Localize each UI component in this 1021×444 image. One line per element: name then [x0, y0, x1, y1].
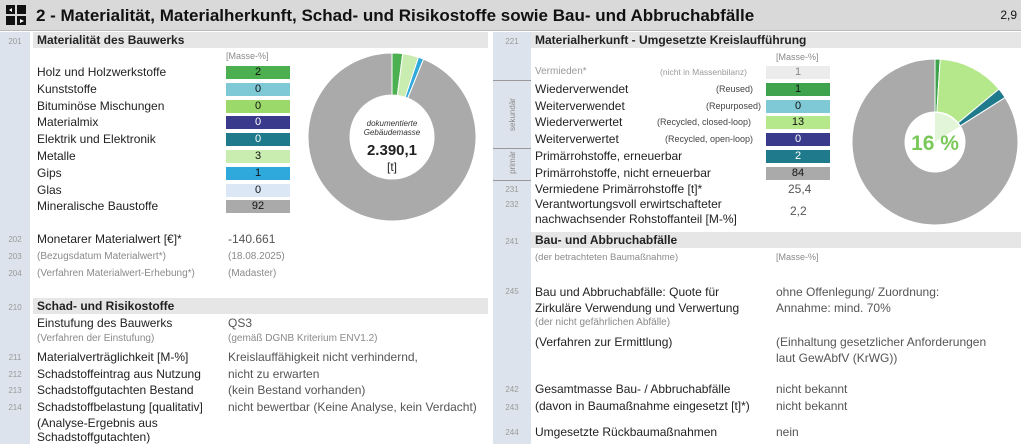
origin-value-badge: 2	[766, 150, 830, 163]
quota-label-line2: Zirkuläre Verwendung und Verwertung	[535, 301, 740, 315]
material-value-badge: 3	[226, 150, 290, 163]
dgnb-logo-icon	[5, 4, 27, 26]
origin-label: Weiterverwertet	[535, 132, 619, 147]
hazard-row-value: nicht zu erwarten	[228, 366, 320, 381]
header-score: 2,9	[1000, 8, 1017, 22]
material-label: Holz und Holzwerkstoffe	[37, 65, 167, 79]
section-header-hazard: Schad- und Risikostoffe	[33, 298, 488, 314]
material-value-badge: 92	[226, 200, 290, 213]
donut-caption-2: Gebäudemasse	[363, 128, 421, 137]
origin-label: Primärrohstoffe, erneuerbar	[535, 148, 683, 163]
waste-used-value: nicht bekannt	[776, 399, 848, 413]
monetary-value: -140.661	[228, 232, 276, 246]
waste-used-label: (davon in Baumaßnahme eingesetzt [t]*)	[535, 399, 750, 413]
origin-label: Weiterverwendet	[535, 98, 625, 113]
origin-unit-label: [Masse-%]	[776, 52, 819, 62]
avoided-value: 1	[766, 66, 830, 79]
origin-value-badge: 1	[766, 83, 830, 96]
primary-side-label: primär	[507, 151, 517, 174]
secondary-side-label: sekundär	[507, 98, 517, 131]
row-number: 204	[8, 269, 22, 278]
donut-total-value: 2.390,1	[366, 142, 418, 159]
quota-value-line1: ohne Offenlegung/ Zuordnung:	[776, 285, 940, 299]
origin-note: (Repurposed)	[706, 100, 762, 111]
row-number: 211	[8, 353, 22, 362]
material-label: Kunststoffe	[37, 81, 97, 96]
rating-method-value: (gemäß DGNB Kriterium ENV1.2)	[228, 333, 378, 344]
rating-label: Einstufung des Bauwerks	[37, 316, 173, 330]
row-number: 241	[505, 237, 519, 246]
rating-value: QS3	[228, 316, 253, 330]
material-label: Gips	[37, 165, 62, 180]
hazard-row-label: Schadstoffeintrag aus Nutzung	[37, 366, 201, 381]
origin-value-badge: 84	[766, 167, 830, 180]
waste-method-value-line1: (Einhaltung gesetzlicher Anforderungen	[776, 335, 987, 349]
origin-label: Wiederverwertet	[535, 115, 623, 130]
row-number: 210	[8, 303, 22, 312]
origin-value-badge: 0	[766, 133, 830, 146]
unit-label: [Masse-%]	[226, 51, 269, 61]
origin-value-badge: 0	[766, 100, 830, 113]
material-label: Glas	[37, 182, 62, 197]
materiality-donut	[307, 52, 477, 222]
avoided-primary-label: Vermiedene Primärrohstoffe [t]*	[535, 182, 703, 196]
row-number: 214	[8, 402, 22, 412]
rating-method-label: (Verfahren der Einstufung)	[37, 333, 155, 344]
reference-date-value: (18.08.2025)	[228, 251, 285, 262]
row-number: 242	[505, 385, 519, 394]
responsible-label-line2: nachwachsender Rohstoffanteil [M-%]	[535, 212, 737, 226]
quota-value-line2: Annahme: mind. 70%	[776, 301, 891, 315]
donut-caption-1: dokumentierte	[366, 119, 418, 128]
material-value-badge: 0	[226, 100, 290, 113]
material-label: Metalle	[37, 149, 76, 163]
analysis-label-line1: (Analyse-Ergebnis aus	[37, 416, 158, 430]
dismantle-value: nein	[776, 425, 799, 439]
row-number: 245	[505, 287, 519, 296]
row-number: 213	[8, 386, 22, 395]
origin-note: (Recycled, closed-loop)	[657, 117, 752, 128]
row-number: 221	[505, 37, 519, 46]
avoided-primary-value: 25,4	[788, 182, 812, 196]
responsible-value: 2,2	[790, 204, 807, 218]
dismantle-label: Umgesetzte Rückbaumaßnahmen	[535, 425, 718, 439]
waste-total-value: nicht bekannt	[776, 382, 848, 396]
origin-value-badge: 13	[766, 116, 830, 129]
waste-method-label: (Verfahren zur Ermittlung)	[535, 335, 673, 349]
material-value-badge: 0	[226, 184, 290, 197]
quota-label-line3: (der nicht gefährlichen Abfälle)	[535, 317, 671, 328]
hazard-row-value: (kein Bestand vorhanden)	[228, 383, 366, 397]
material-value-badge: 1	[226, 167, 290, 180]
side-divider-line	[493, 80, 531, 81]
origin-note: (Reused)	[716, 84, 754, 94]
responsible-label-line1: Verantwortungsvoll erwirtschafteter	[535, 197, 722, 211]
hazard-row-value: Kreislauffähigkeit nicht verhindernd,	[228, 350, 418, 364]
side-divider-line	[493, 148, 531, 149]
material-value-badge: 2	[226, 66, 290, 79]
monetary-value-label: Monetarer Materialwert [€]*	[37, 232, 182, 246]
section-header-materiality: Materialität des Bauwerks	[33, 32, 488, 48]
material-label: Elektrik und Elektronik	[37, 132, 156, 147]
page-title: 2 - Materialität, Materialherkunft, Schad- und Risikostoffe sowie Bau- und Abbruchabfälle	[36, 6, 755, 25]
material-value-badge: 0	[226, 116, 290, 129]
donut-center-percent: 16 %	[911, 132, 959, 155]
origin-label: Wiederverwendet	[535, 82, 629, 96]
donut-total-unit: [t]	[386, 160, 397, 174]
section-header-origin: Materialherkunft - Umgesetzte Kreislaufführung	[531, 32, 1021, 48]
waste-sub-label: (der betrachteten Baumaßnahme)	[535, 252, 679, 263]
row-number: 231	[505, 185, 519, 194]
waste-total-label: Gesamtmasse Bau- / Abbruchabfälle	[535, 382, 731, 396]
origin-note: (Recycled, open-loop)	[665, 134, 754, 145]
material-value-badge: 0	[226, 133, 290, 146]
hazard-row-value: nicht bewertbar (Keine Analyse, kein Verdacht)	[228, 399, 477, 414]
valuation-method-value: (Madaster)	[228, 268, 277, 279]
row-number: 243	[505, 403, 519, 412]
row-number: 244	[505, 428, 519, 437]
valuation-method-label: (Verfahren Materialwert-Erhebung*)	[37, 268, 195, 279]
waste-method-value-line2: laut GewAbfV (KrWG))	[776, 351, 898, 365]
row-number: 201	[8, 37, 22, 46]
material-label: Mineralische Baustoffe	[37, 199, 159, 214]
avoided-label: Vermieden*	[535, 66, 587, 77]
material-label: Bituminöse Mischungen	[37, 98, 165, 113]
avoided-note: (nicht in Massenbilanz)	[660, 67, 747, 77]
waste-unit-label: [Masse-%]	[776, 252, 819, 262]
hazard-row-label: Schadstoffgutachten Bestand	[37, 383, 194, 397]
row-number: 202	[8, 235, 22, 244]
row-number: 232	[505, 200, 519, 209]
pie-slice	[308, 53, 476, 221]
section-header-waste: Bau- und Abbruchabfälle	[531, 232, 1021, 248]
origin-label: Primärrohstoffe, nicht erneuerbar	[535, 165, 711, 180]
hazard-row-label: Schadstoffbelastung [qualitativ]	[37, 399, 203, 414]
reference-date-label: (Bezugsdatum Materialwert*)	[37, 251, 166, 262]
quota-label-line1: Bau und Abbruchabfälle: Quote für	[535, 285, 720, 299]
row-number: 212	[8, 369, 22, 379]
side-divider-line	[493, 180, 531, 181]
hazard-row-label: Materialverträglichkeit [M-%]	[37, 350, 189, 364]
row-number: 203	[8, 252, 22, 261]
material-value-badge: 0	[226, 83, 290, 96]
material-label: Materialmix	[37, 115, 99, 130]
analysis-label-line2: Schadstoffgutachten)	[37, 430, 151, 444]
